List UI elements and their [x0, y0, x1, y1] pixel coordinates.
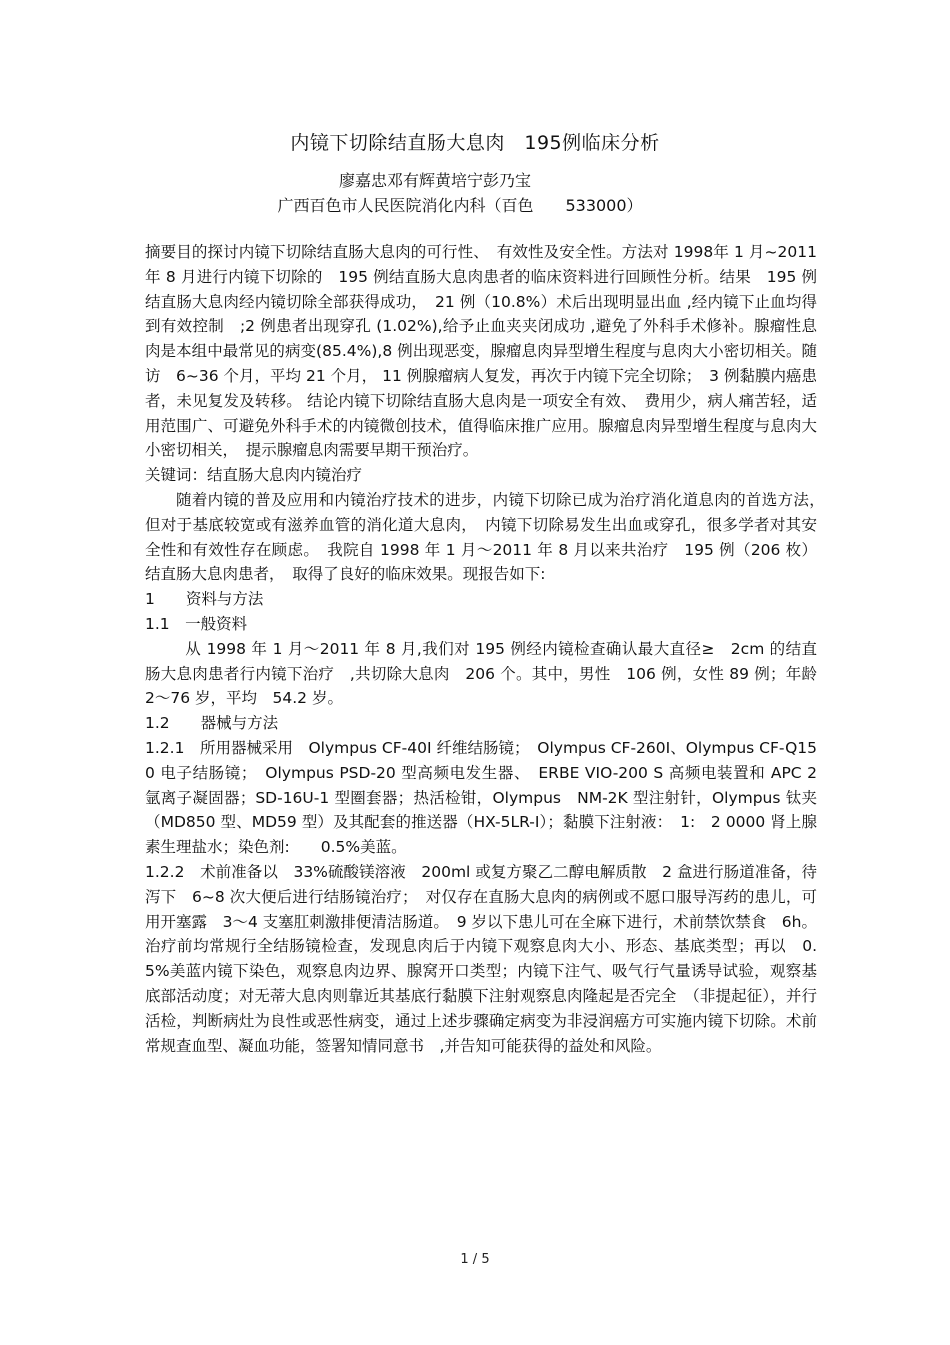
section-heading-1-1: 1.1 一般资料 — [145, 614, 248, 633]
paragraph-1-2-2: 1.2.2 术前准备以 33%硫酸镁溶液 200ml 或复方聚乙二醇电解质散 2 盒进行肠道准备，待泻下 6~8 次大便后进行结肠镜治疗； 对仅存在直肠大息肉的病例或不愿口服导泻药的患儿，可用开塞露 3～4 支塞肛刺激排便清洁肠道。 9 岁以下患儿可在全麻下进行，术前禁饮禁食 6h。治疗前均常规行全结肠镜检查，发现息肉后于内镜下观察息肉大小、形态、基底类型；再以 0.5%美蓝内镜下染色，观察息肉边界、腺窝开口类型；内镜下注气、吸气行气量诱导试验，观察基底部活动度；对无蒂大息肉则靠近其基底行黏膜下注射观察息肉隆起是否完全 （非提起征），并行活检，判断病灶为良性或恶性病变，通过上述步骤确定病变为非浸润癌方可实施内镜下切除。术前常规查血型、凝血功能，签署知情同意书 ,并告知可能获得的益处和风险。 — [145, 862, 817, 1055]
section-heading-1: 1 资料与方法 — [145, 590, 264, 609]
paper-title: 内镜下切除结直肠大息肉 195例临床分析 — [290, 132, 660, 154]
keywords: 关键词：结直肠大息肉内镜治疗 — [145, 466, 363, 485]
page-number: 1 / 5 — [460, 1252, 490, 1267]
section-heading-1-2: 1.2 器械与方法 — [145, 714, 279, 733]
affiliation: 广西百色市人民医院消化内科（百色 533000） — [277, 196, 643, 215]
introduction: 随着内镜的普及应用和内镜治疗技术的进步，内镜下切除已成为治疗消化道息肉的首选方法， 但对于基底较宽或有滋养血管的消化道大息肉， 内镜下切除易发生出血或穿孔，很多学者对其安全性和有效性存在顾虑。 我院自 1998 年 1 月～2011 年 8 月以来共治疗 195 例（206 枚）结直肠大息肉患者， 取得了良好的临床效果。现报告如下: — [145, 490, 833, 584]
paragraph-1-1: 从 1998 年 1 月～2011 年 8 月,我们对 195 例经内镜检查确认最大直径≥ 2cm 的结直肠大息肉患者行内镜下治疗 ,共切除大息肉 206 个。其中，男性 106 例，女性 89 例；年龄 2～76 岁，平均 54.2 岁。 — [145, 639, 817, 708]
paper-body — [145, 240, 833, 1058]
author-list: 廖嘉忠邓有辉黄培宁彭乃宝 — [338, 171, 531, 190]
abstract: 摘要目的探讨内镜下切除结直肠大息肉的可行性、 有效性及安全性。方法对 1998年 1 月~2011 年 8 月进行内镜下切除的 195 例结直肠大息肉患者的临床资料进行回顾性分析。结果 195 例结直肠大息肉经内镜切除全部获得成功， 21 例（10.8%）术后出现明显出血 ,经内镜下止血均得到有效控制 ;2 例患者出现穿孔 (1.02%),给予止血夹夹闭成功 ,避免了外科手术修补。腺瘤性息肉是本组中最常见的病变(85.4%),8 例出现恶变，腺瘤息肉异型增生程度与息肉大小密切相关。随访 6~36 个月，平均 21 个月， 11 例腺瘤病人复发，再次于内镜下完全切除； 3 例黏膜内癌患者，未见复发及转移。 结论内镜下切除结直肠大息肉是一项安全有效、 费用少，病人痛苦轻，适用范围广、可避免外科手术的内镜微创技术，值得临床推广应用。腺瘤息肉异型增生程度与息肉大小密切相关， 提示腺瘤息肉需要早期干预治疗。 — [145, 243, 817, 460]
paragraph-1-2-1: 1.2.1 所用器械采用 Olympus CF-40I 纤维结肠镜； Olympus CF-260I、Olympus CF-Q150 电子结肠镜； Olympus PSD-20 型高频电发生器、 ERBE VIO-200 S 高频电装置和 APC 2 氩离子凝固器；SD-16U-1 型圈套器；热活检钳，Olympus NM-2K 型注射针，Olympus 钛夹（MD850 型、MD59 型）及其配套的推送器（HX-5LR-I）；黏膜下注射液： 1: 2 0000 肾上腺素生理盐水；染色剂: 0.5%美蓝。 — [145, 738, 817, 857]
